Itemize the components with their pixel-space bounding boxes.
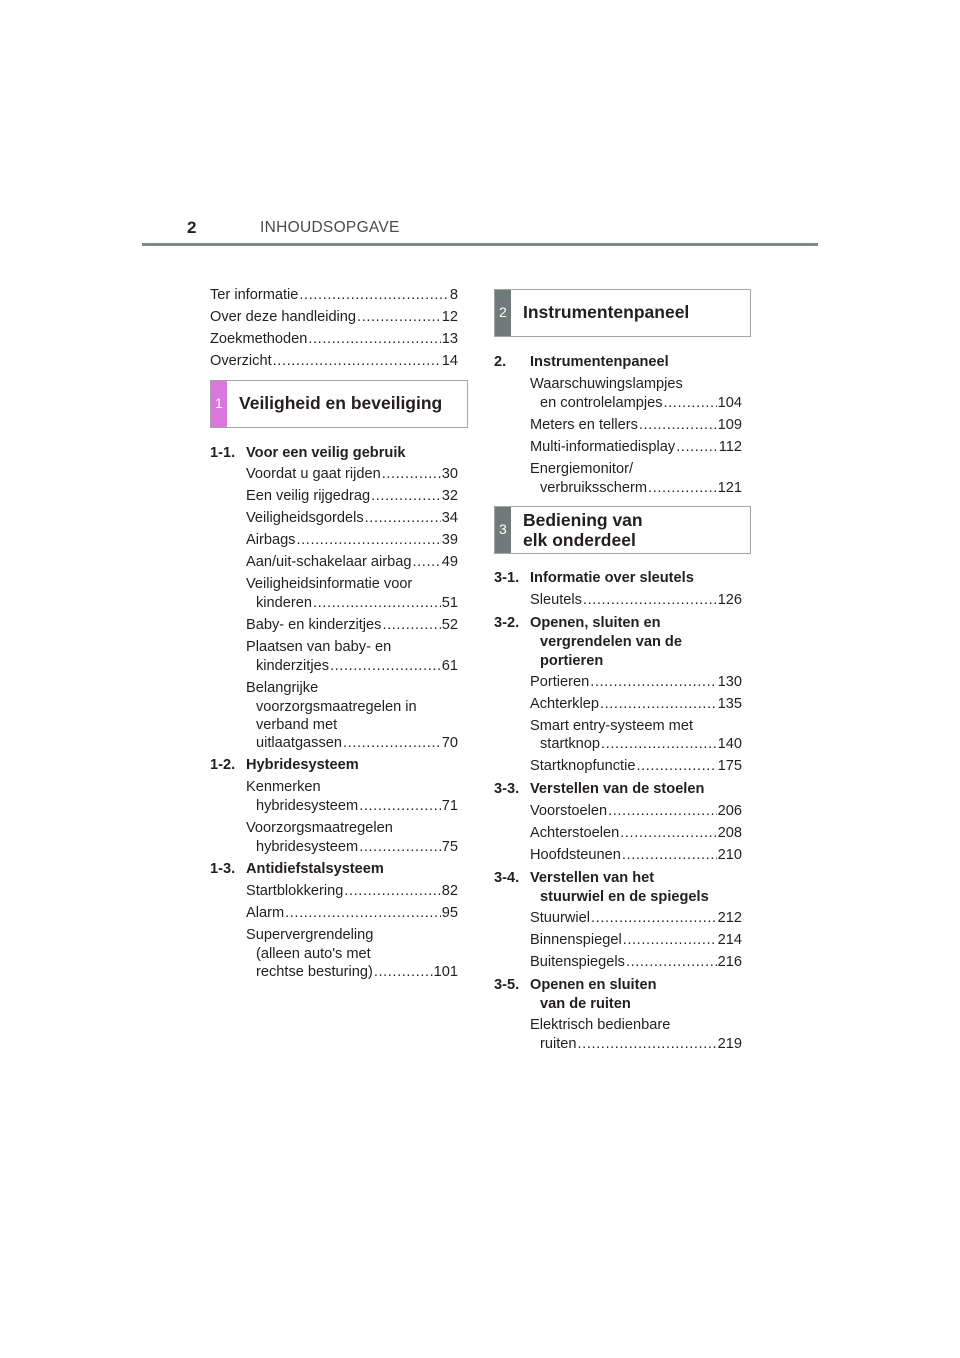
toc-entry-line[interactable]: Veiligheidsinformatie voor xyxy=(246,576,413,592)
toc-entry[interactable]: Een veilig rijgedrag ..... 32 xyxy=(246,487,458,506)
toc-entry-line[interactable]: (alleen auto's met xyxy=(256,946,371,962)
toc-entry[interactable]: Voorstoelen ..... 206 xyxy=(530,802,742,821)
header-divider xyxy=(142,243,818,246)
toc-entry[interactable]: Baby- en kinderzitjes ..... 52 xyxy=(246,616,458,635)
toc-entry[interactable]: Portieren ..... 130 xyxy=(530,673,742,692)
header-title: INHOUDSOPGAVE xyxy=(260,219,400,236)
page-header xyxy=(0,0,960,250)
toc-entry[interactable]: Veiligheidsgordels ..... 34 xyxy=(246,509,458,528)
toc-entry[interactable]: Over deze handleiding ..... 12 xyxy=(210,308,458,327)
toc-entry[interactable]: Sleutels ..... 126 xyxy=(530,591,742,610)
toc-entry[interactable]: Alarm ..... 95 xyxy=(246,904,458,923)
section-heading[interactable]: 3-2. Openen, sluiten en xyxy=(494,615,661,631)
chapter-tab: 1 xyxy=(211,381,227,427)
toc-entry[interactable]: Hoofdsteunen ..... 210 xyxy=(530,846,742,865)
toc-entry-line[interactable]: Elektrisch bedienbare xyxy=(530,1017,671,1033)
toc-entry-line[interactable]: Kenmerken xyxy=(246,779,321,795)
section-heading-line[interactable]: van de ruiten xyxy=(540,996,631,1012)
toc-entry[interactable]: Multi-informatiedisplay ..... 112 xyxy=(530,438,742,457)
toc-entry-line[interactable]: Energiemonitor/ xyxy=(530,461,634,477)
section-heading-line[interactable]: portieren xyxy=(540,653,604,669)
toc-entry[interactable]: verbruiksscherm ..... 121 xyxy=(540,479,742,498)
toc-entry[interactable]: Aan/uit-schakelaar airbag ..... 49 xyxy=(246,553,458,572)
toc-entry[interactable]: uitlaatgassen ..... 70 xyxy=(256,734,458,753)
chapter-heading-1[interactable] xyxy=(210,380,468,428)
section-heading[interactable]: 3-1. Informatie over sleutels xyxy=(494,570,694,586)
section-heading[interactable]: 2. Instrumentenpaneel xyxy=(494,354,669,370)
toc-entry[interactable]: Ter informatie ..... 8 xyxy=(210,286,458,305)
toc-entry-line[interactable]: Smart entry-systeem met xyxy=(530,718,693,734)
chapter-title: Veiligheid en beveiliging xyxy=(239,393,443,413)
toc-entry-line[interactable]: Voorzorgsmaatregelen xyxy=(246,820,393,836)
toc-entry-line[interactable]: Belangrijke xyxy=(246,680,319,696)
toc-entry[interactable]: Startblokkering ..... 82 xyxy=(246,882,458,901)
toc-entry[interactable]: Voordat u gaat rijden ..... 30 xyxy=(246,465,458,484)
chapter-tab: 2 xyxy=(495,290,511,336)
section-heading[interactable]: 1-2. Hybridesysteem xyxy=(210,757,359,773)
toc-entry[interactable]: rechtse besturing) ..... 101 xyxy=(256,963,458,982)
toc-entry[interactable]: Achterstoelen ..... 208 xyxy=(530,824,742,843)
toc-entry[interactable]: hybridesysteem ..... 75 xyxy=(256,838,458,857)
toc-entry[interactable]: Airbags ..... 39 xyxy=(246,531,458,550)
section-heading[interactable]: 1-3. Antidiefstalsysteem xyxy=(210,861,384,877)
chapter-title-line: elk onderdeel xyxy=(523,530,636,550)
chapter-heading-2[interactable] xyxy=(494,289,751,337)
toc-entry[interactable]: hybridesysteem ..... 71 xyxy=(256,797,458,816)
toc-entry[interactable]: Buitenspiegels ..... 216 xyxy=(530,953,742,972)
chapter-title: Instrumentenpaneel xyxy=(523,302,690,322)
toc-entry-line[interactable]: Supervergrendeling xyxy=(246,927,374,943)
section-heading[interactable]: 1-1. Voor een veilig gebruik xyxy=(210,445,406,461)
section-heading[interactable]: 3-5. Openen en sluiten xyxy=(494,977,657,993)
chapter-title-line: Bediening van xyxy=(523,510,643,530)
toc-entry[interactable]: Startknopfunctie ..... 175 xyxy=(530,757,742,776)
toc-entry-line[interactable]: voorzorgsmaatregelen in xyxy=(256,699,417,715)
toc-entry[interactable]: Zoekmethoden ..... 13 xyxy=(210,330,458,349)
toc-entry[interactable]: en controlelampjes ..... 104 xyxy=(540,394,742,413)
page-number: 2 xyxy=(187,218,197,237)
toc-entry[interactable]: Achterklep ..... 135 xyxy=(530,695,742,714)
section-heading-line[interactable]: stuurwiel en de spiegels xyxy=(540,889,709,905)
toc-entry-line[interactable]: Waarschuwingslampjes xyxy=(530,376,683,392)
section-heading[interactable]: 3-4. Verstellen van het xyxy=(494,870,655,886)
toc-entry[interactable]: Binnenspiegel ..... 214 xyxy=(530,931,742,950)
chapter-heading-3[interactable] xyxy=(494,506,751,554)
toc-entry[interactable]: kinderzitjes ..... 61 xyxy=(256,657,458,676)
toc-entry-line[interactable]: verband met xyxy=(256,717,338,733)
toc-entry-line[interactable]: Plaatsen van baby- en xyxy=(246,639,392,655)
toc-entry[interactable]: Meters en tellers ..... 109 xyxy=(530,416,742,435)
chapter-tab: 3 xyxy=(495,507,511,553)
toc-entry[interactable]: Stuurwiel ..... 212 xyxy=(530,909,742,928)
section-heading[interactable]: 3-3. Verstellen van de stoelen xyxy=(494,781,705,797)
toc-entry[interactable]: ruiten ..... 219 xyxy=(540,1035,742,1054)
toc-entry[interactable]: startknop ..... 140 xyxy=(540,735,742,754)
toc-entry[interactable]: kinderen ..... 51 xyxy=(256,594,458,613)
toc-entry[interactable]: Overzicht ..... 14 xyxy=(210,352,458,371)
section-heading-line[interactable]: vergrendelen van de xyxy=(540,634,682,650)
